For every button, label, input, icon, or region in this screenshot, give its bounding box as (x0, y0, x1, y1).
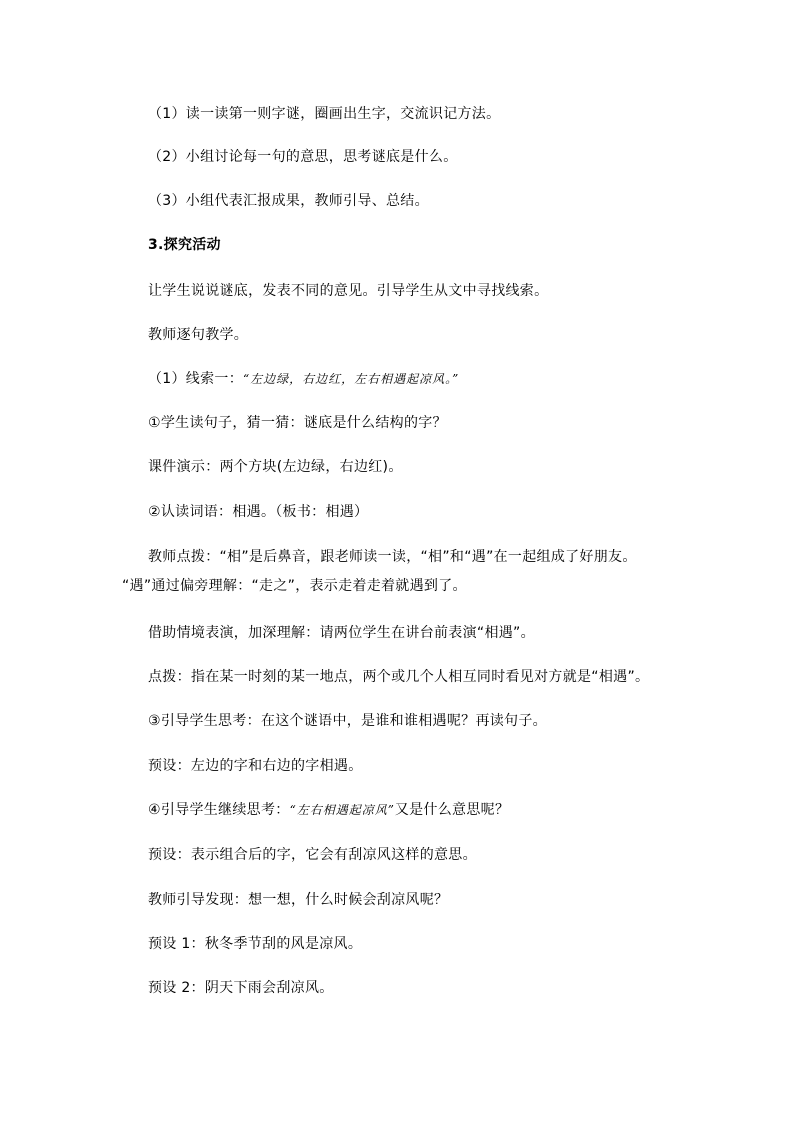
courseware-demo-text: 课件演示：两个方块(左边绿，右边红)。 (148, 459, 403, 475)
step-2-text: （2）小组讨论每一句的意思，思考谜底是什么。 (148, 149, 458, 165)
definition-text: 点拨：指在某一时刻的某一地点，两个或几个人相互同时看见对方就是“相遇”。 (148, 669, 650, 685)
clue-one-quote: “左边绿，右边红，左右相遇起凉风。” (243, 372, 460, 386)
step-1-text: （1）读一读第一则字谜，圈画出生字，交流识记方法。 (148, 106, 501, 122)
preset-meaning: 预设：表示组合后的字，它会有刮凉风这样的意思。 (148, 847, 477, 863)
item-4-prefix: ④引导学生继续思考： (148, 802, 290, 818)
section-heading: 3.探究活动 (148, 237, 221, 253)
preset-left-right: 预设：左边的字和右边的字相遇。 (148, 758, 363, 774)
paragraph-clues: 让学生说说谜底，发表不同的意见。引导学生从文中寻找线索。 (148, 283, 549, 299)
teacher-guide-text: 教师引导发现：想一想，什么时候会刮凉风呢？ (148, 892, 449, 908)
item-4-suffix: 又是什么意思呢？ (394, 802, 510, 818)
item-4-quote: “左右相遇起凉风” (289, 803, 395, 817)
preset-2-text: 预设 2：阴天下雨会刮凉风。 (148, 980, 334, 996)
clue-one-prefix: （1）线索一： (148, 371, 244, 387)
item-2-text: ②认读词语：相遇。（板书：相遇） (148, 504, 369, 520)
clue-one-line (148, 369, 459, 389)
item-1-text: ①学生读句子，猜一猜：谜底是什么结构的字？ (148, 415, 447, 431)
item-4-line (148, 800, 509, 820)
item-3-text: ③引导学生思考：在这个谜语中，是谁和谁相遇呢？再读句子。 (148, 713, 547, 729)
role-play-text: 借助情境表演，加深理解：请两位学生在讲台前表演“相遇”。 (148, 625, 535, 641)
paragraph-teaching: 教师逐句教学。 (148, 327, 249, 343)
teacher-tip-line-2: “遇”通过偏旁理解：“走之”，表示走着走着就遇到了。 (122, 578, 467, 594)
step-3-text: （3）小组代表汇报成果，教师引导、总结。 (148, 193, 429, 209)
preset-1-text: 预设 1：秋冬季节刮的风是凉风。 (148, 936, 363, 952)
teacher-tip-line-1: 教师点拨：“相”是后鼻音，跟老师读一读，“相”和“遇”在一起组成了好朋友。 (148, 549, 637, 565)
